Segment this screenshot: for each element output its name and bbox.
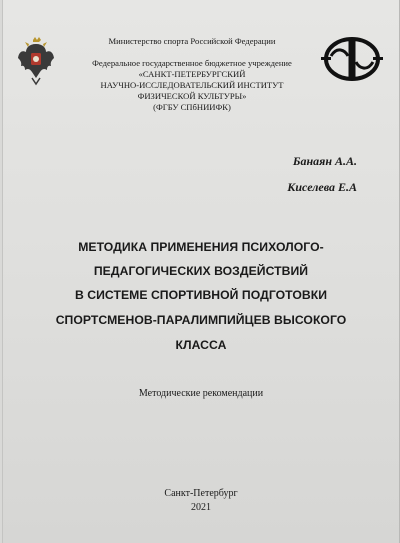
publication-year: 2021 (191, 502, 211, 513)
institution-line-2: «САНКТ-ПЕТЕРБУРГСКИЙ (138, 69, 246, 79)
publication-city: Санкт-Петербург (164, 488, 238, 499)
institution-line-3: НАУЧНО-ИССЛЕДОВАТЕЛЬСКИЙ ИНСТИТУТ (100, 80, 284, 90)
document-page (2, 0, 400, 543)
institute-logo-icon (321, 36, 383, 82)
coat-of-arms-icon (17, 36, 55, 86)
title-line-3: В СИСТЕМЕ СПОРТИВНОЙ ПОДГОТОВКИ (74, 288, 328, 302)
title-line-1: МЕТОДИКА ПРИМЕНЕНИЯ ПСИХОЛОГО- (78, 240, 324, 254)
title-line-5: КЛАССА (175, 338, 227, 352)
institution-line-4: ФИЗИЧЕСКОЙ КУЛЬТУРЫ» (137, 91, 247, 101)
title-line-2: ПЕДАГОГИЧЕСКИХ ВОЗДЕЙСТВИЙ (93, 264, 309, 278)
author-1: Банаян А.А. (292, 154, 357, 168)
institution-abbreviation: (ФГБУ СПбНИИФК) (153, 102, 231, 112)
title-line-4: СПОРТСМЕНОВ-ПАРАЛИМПИЙЦЕВ ВЫСОКОГО (55, 313, 347, 327)
institution-line-1: Федеральное государственное бюджетное учреждение (92, 58, 292, 68)
author-2: Киселева Е.А (287, 180, 357, 194)
document-subtitle: Методические рекомендации (138, 388, 264, 399)
ministry-name: Министерство спорта Российской Федерации (108, 36, 276, 46)
